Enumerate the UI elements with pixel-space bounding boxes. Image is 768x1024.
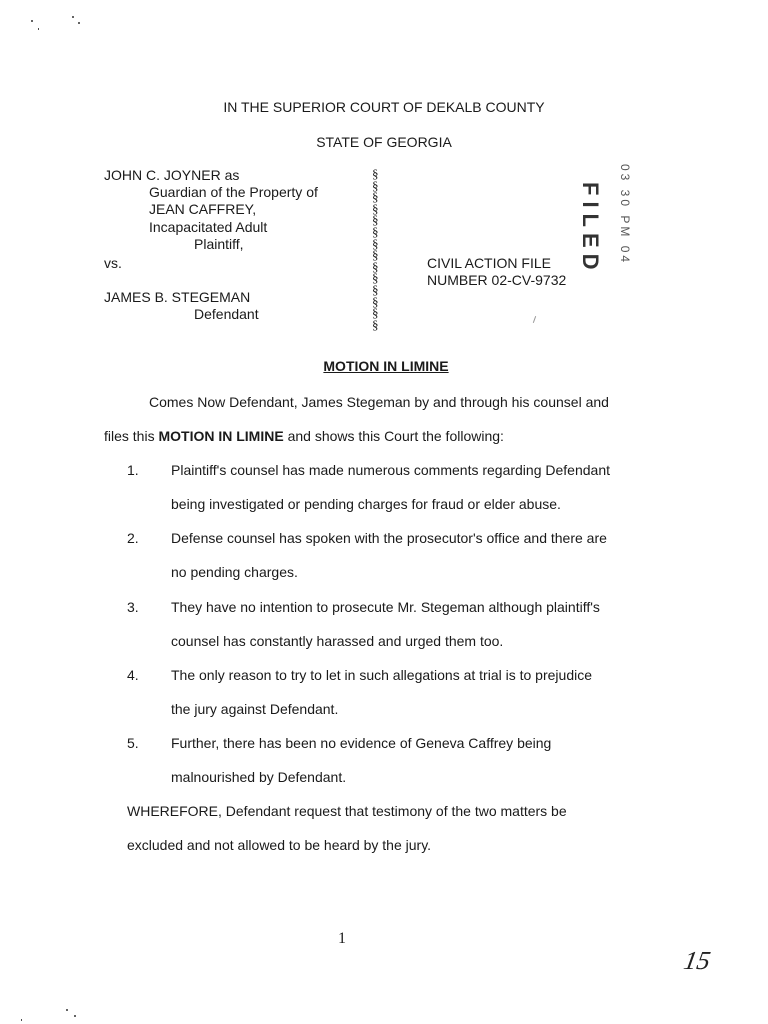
case-label: CIVIL ACTION FILE bbox=[427, 255, 551, 271]
item-text: being investigated or pending charges for fraud or elder abuse. bbox=[171, 496, 561, 512]
item-text: The only reason to try to let in such allegations at trial is to prejudice bbox=[171, 667, 592, 683]
stray-mark bbox=[533, 316, 536, 323]
plaintiff-role-line: Guardian of the Property of bbox=[149, 184, 318, 200]
intro-text: files this bbox=[104, 428, 159, 444]
section-mark: § bbox=[372, 189, 379, 205]
defendant-label: Defendant bbox=[194, 306, 259, 322]
document-title: MOTION IN LIMINE bbox=[323, 358, 449, 374]
item-number: 4. bbox=[127, 667, 139, 683]
filed-stamp-date: 03 30 PM 04 bbox=[618, 164, 632, 266]
scan-speck bbox=[78, 22, 80, 24]
filed-stamp-text: FILED bbox=[578, 182, 603, 276]
case-number: NUMBER 02-CV-9732 bbox=[427, 272, 567, 288]
section-mark-column bbox=[372, 168, 386, 330]
court-name: IN THE SUPERIOR COURT OF DEKALB COUNTY bbox=[223, 99, 545, 115]
section-mark: § bbox=[372, 305, 379, 321]
section-mark: § bbox=[372, 270, 379, 286]
scan-speck bbox=[72, 16, 74, 18]
intro-line bbox=[104, 428, 504, 444]
item-number: 5. bbox=[127, 735, 139, 751]
wherefore-line: excluded and not allowed to be heard by the jury. bbox=[127, 837, 432, 853]
section-mark: § bbox=[372, 247, 379, 263]
plaintiff-role-line: JEAN CAFFREY, bbox=[149, 201, 257, 217]
item-text: the jury against Defendant. bbox=[171, 701, 339, 717]
item-text: Defense counsel has spoken with the prosecutor's office and there are bbox=[171, 530, 607, 546]
item-text: Plaintiff's counsel has made numerous comments regarding Defendant bbox=[171, 462, 610, 478]
section-mark: § bbox=[372, 223, 379, 239]
section-mark: § bbox=[372, 177, 379, 193]
item-number: 2. bbox=[127, 530, 139, 546]
wherefore-line: WHEREFORE, Defendant request that testimony of the two matters be bbox=[127, 803, 567, 819]
section-mark: § bbox=[372, 166, 379, 181]
scan-speck bbox=[21, 1019, 22, 1021]
page-number: 1 bbox=[338, 930, 346, 947]
versus: vs. bbox=[104, 255, 122, 271]
defendant-name: JAMES B. STEGEMAN bbox=[104, 289, 251, 305]
section-mark: § bbox=[372, 235, 379, 251]
item-text: malnourished by Defendant. bbox=[171, 769, 347, 785]
section-mark: § bbox=[372, 281, 379, 297]
item-text: They have no intention to prosecute Mr. Stegeman although plaintiff's bbox=[171, 599, 600, 615]
court-state: STATE OF GEORGIA bbox=[316, 134, 452, 150]
intro-motion-title: MOTION IN LIMINE bbox=[158, 428, 284, 444]
item-number: 3. bbox=[127, 599, 139, 615]
section-mark: § bbox=[372, 293, 379, 309]
plaintiff-name: JOHN C. JOYNER as bbox=[104, 167, 240, 183]
scan-speck bbox=[38, 28, 39, 30]
scan-speck bbox=[31, 20, 33, 22]
section-mark: § bbox=[372, 200, 379, 216]
item-number: 1. bbox=[127, 462, 139, 478]
intro-text: and shows this Court the following: bbox=[283, 428, 504, 444]
item-text: counsel has constantly harassed and urged them too. bbox=[171, 633, 504, 649]
plaintiff-label: Plaintiff, bbox=[194, 236, 244, 252]
handwritten-mark: 15 bbox=[681, 946, 713, 975]
intro-line: Comes Now Defendant, James Stegeman by and through his counsel and bbox=[149, 394, 609, 410]
section-mark: § bbox=[372, 258, 379, 274]
item-text: no pending charges. bbox=[171, 564, 298, 580]
section-mark: § bbox=[372, 316, 379, 332]
plaintiff-role-line: Incapacitated Adult bbox=[149, 219, 268, 235]
section-mark: § bbox=[372, 212, 379, 228]
item-text: Further, there has been no evidence of Geneva Caffrey being bbox=[171, 735, 552, 751]
scan-speck bbox=[66, 1009, 68, 1011]
scan-speck bbox=[74, 1015, 76, 1017]
